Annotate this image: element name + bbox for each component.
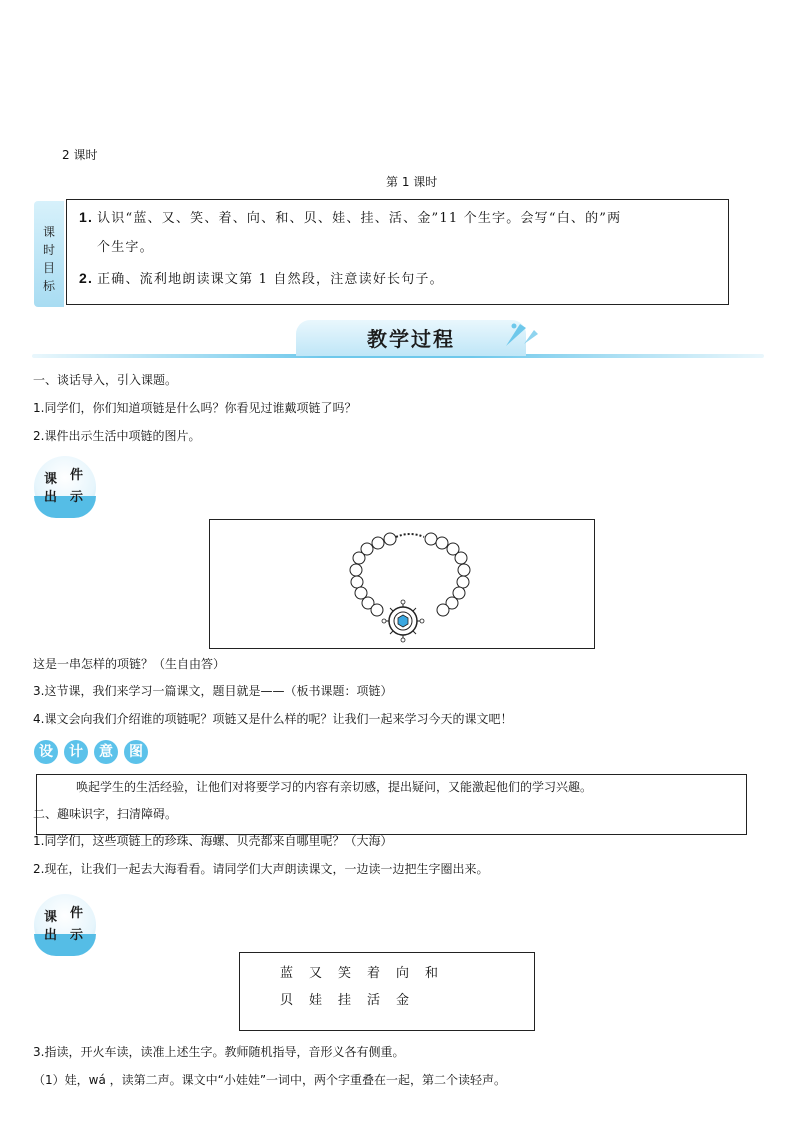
goal-item-2 xyxy=(79,268,444,287)
badge-char: 件 xyxy=(70,468,84,483)
char: 活 xyxy=(367,993,381,1008)
char-row-2 xyxy=(280,989,425,1008)
badge-char: 课 xyxy=(44,910,58,925)
courseware-badge xyxy=(34,456,96,518)
intent-chip: 设 xyxy=(34,740,58,764)
goal-text: 认识“蓝、又、笑、着、向、和、贝、娃、挂、活、金”11 个生字。会写“白、的”两 xyxy=(97,211,622,226)
char-row-1 xyxy=(280,962,454,981)
section1-p1: 1.同学们，你们知道项链是什么吗？你看见过谁戴项链了吗？ xyxy=(33,401,357,415)
goal-tab-char: 目 xyxy=(42,261,55,275)
char: 着 xyxy=(367,966,381,981)
intent-chip: 计 xyxy=(64,740,88,764)
badge-char: 示 xyxy=(70,928,84,943)
char: 金 xyxy=(396,993,410,1008)
goal-item-1 xyxy=(79,207,621,226)
section3-p4: （1）娃，wá ，读第二声。课文中“小娃娃”一词中，两个字重叠在一起，第二个读轻声。 xyxy=(33,1073,507,1087)
badge-char: 出 xyxy=(44,490,58,505)
badge-char: 示 xyxy=(70,490,84,505)
intent-chip: 意 xyxy=(94,740,118,764)
section1-p3: 3.这节课，我们来学习一篇课文，题目就是——（板书课题：项链） xyxy=(33,684,393,698)
goal-item-1-cont: 个生字。 xyxy=(97,240,154,255)
intent-chip: 图 xyxy=(124,740,148,764)
goal-tab xyxy=(34,201,64,307)
char: 和 xyxy=(425,966,439,981)
char: 蓝 xyxy=(280,966,294,981)
char: 又 xyxy=(309,966,323,981)
badge-char: 课 xyxy=(44,472,58,487)
char: 笑 xyxy=(338,966,352,981)
section2-p2: 2.现在，让我们一起去大海看看。请同学们大声朗读课文，一边读一边把生字圈出来。 xyxy=(33,862,489,876)
necklace-figure xyxy=(209,519,595,649)
goal-box xyxy=(66,199,729,305)
goal-number: 2. xyxy=(79,270,94,286)
intent-text: 唤起学生的生活经验，让他们对将要学习的内容有亲切感，提出疑问，又能激起他们的学习兴趣。 xyxy=(76,780,593,794)
necklace-image xyxy=(210,520,594,648)
badge-char: 出 xyxy=(44,928,58,943)
section3-p3: 3.指读，开火车读，读准上述生字。教师随机指导，音形义各有侧重。 xyxy=(33,1045,405,1059)
char: 贝 xyxy=(280,993,294,1008)
lesson-count: 2 课时 xyxy=(62,148,98,162)
goal-text: 正确、流利地朗读课文第 1 自然段，注意读好长句子。 xyxy=(97,272,444,287)
badge-char: 件 xyxy=(70,906,84,921)
goal-tab-char: 课 xyxy=(42,225,55,239)
new-characters-box xyxy=(239,952,535,1031)
section1-p4: 4.课文会向我们介绍谁的项链呢？项链又是什么样的呢？让我们一起来学习今天的课文吧！ xyxy=(33,712,513,726)
char: 娃 xyxy=(309,993,323,1008)
splash-decoration-icon xyxy=(500,318,540,348)
section1-p2: 2.课件出示生活中项链的图片。 xyxy=(33,429,201,443)
courseware-badge xyxy=(34,894,96,956)
char: 挂 xyxy=(338,993,352,1008)
goal-tab-char: 时 xyxy=(42,243,55,257)
char: 向 xyxy=(396,966,410,981)
section2-p1: 1.同学们，这些项链上的珍珠、海螺、贝壳都来自哪里呢？（大海） xyxy=(33,834,393,848)
figure-question: 这是一串怎样的项链？（生自由答） xyxy=(33,657,226,671)
section-banner: 教学过程 xyxy=(296,320,526,356)
lesson-title: 第 1 课时 xyxy=(386,175,438,189)
goal-tab-char: 标 xyxy=(42,279,55,293)
section1-heading: 一、谈话导入，引入课题。 xyxy=(33,373,178,387)
section2-heading: 二、趣味识字，扫清障碍。 xyxy=(33,807,178,821)
goal-number: 1. xyxy=(79,209,94,225)
